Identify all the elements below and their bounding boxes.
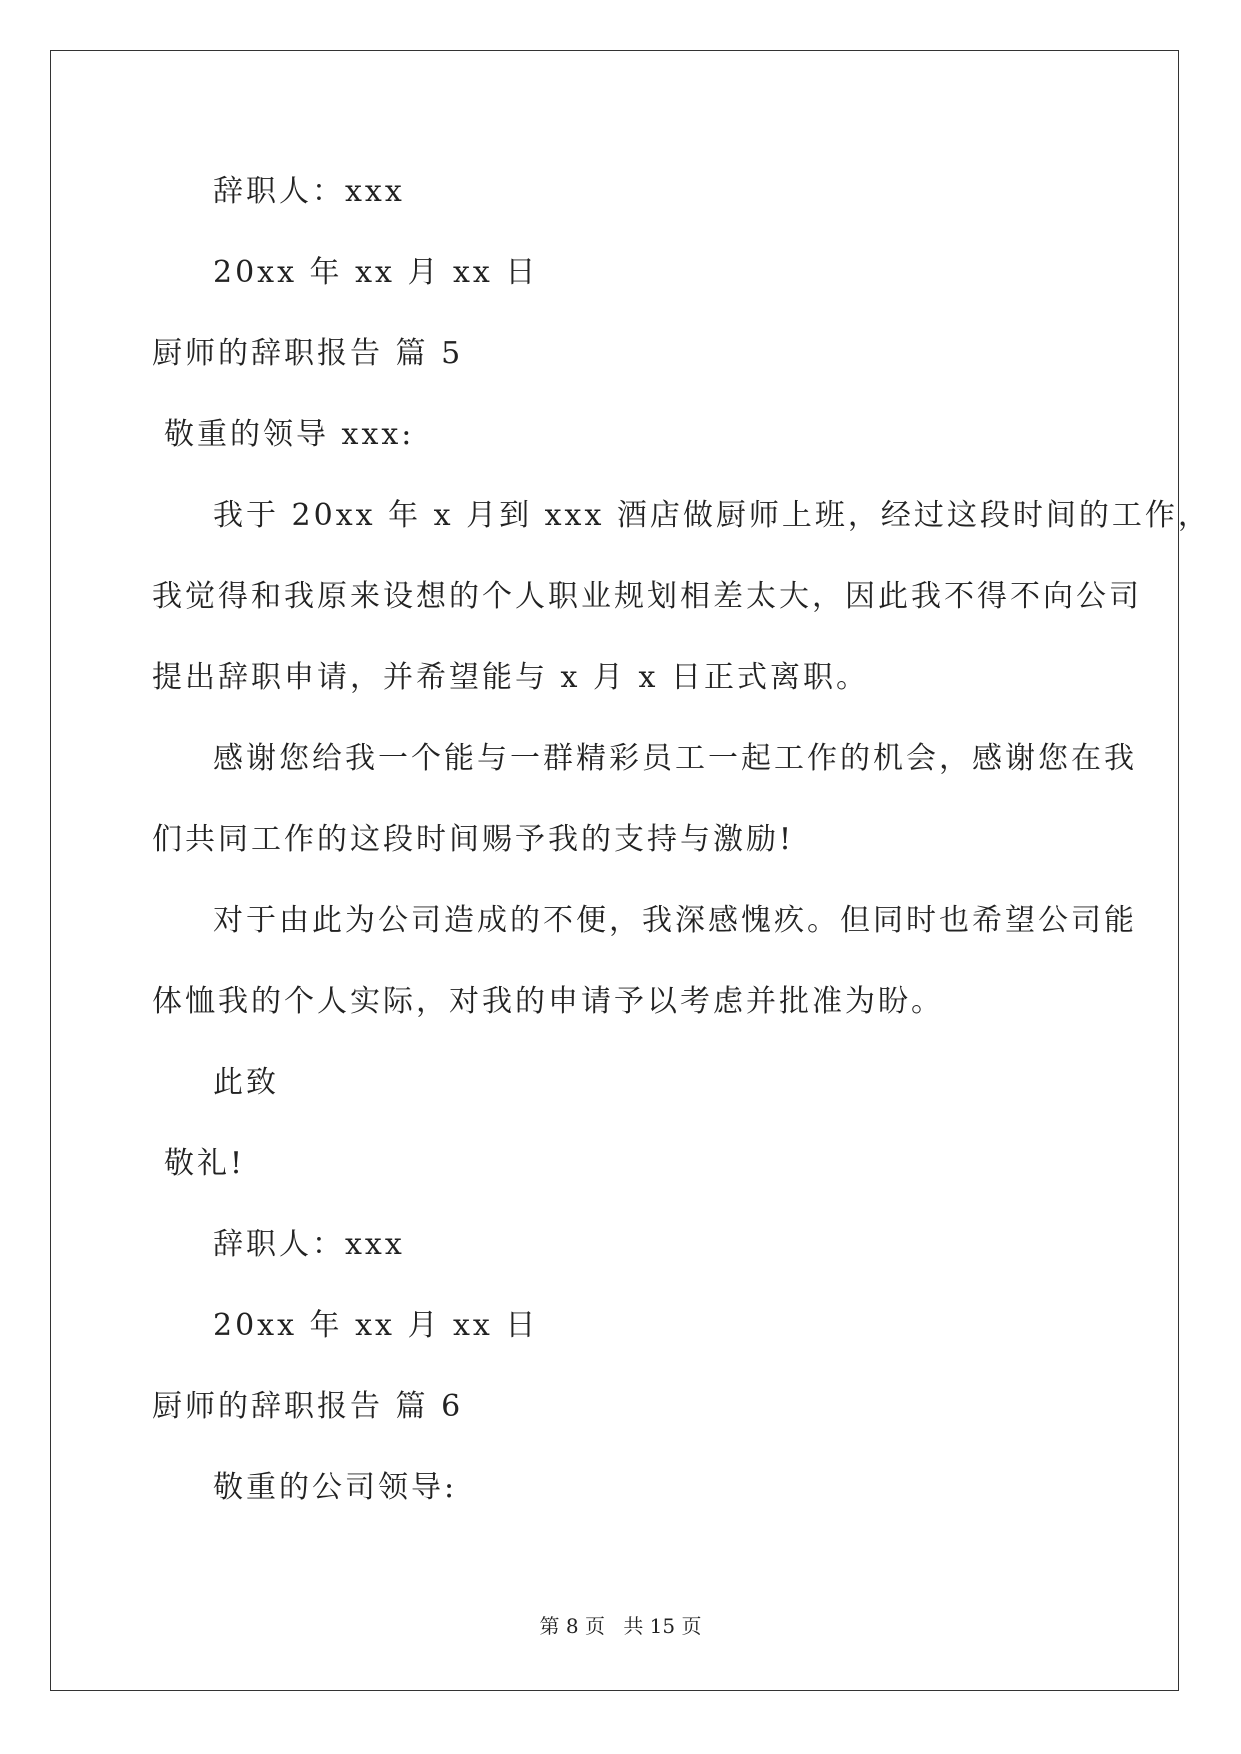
paragraph-line: 体恤我的个人实际，对我的申请予以考虑并批准为盼。	[152, 984, 944, 1019]
section-heading-6: 厨师的辞职报告 篇 6	[152, 1389, 464, 1424]
signature-label: 辞职人：xxx	[213, 174, 405, 209]
page-footer	[0, 1612, 1241, 1640]
date-line: 20xx 年 xx 月 xx 日	[213, 1308, 539, 1343]
paragraph-line: 们共同工作的这段时间赐予我的支持与激励!	[152, 822, 795, 857]
salutation: 敬重的领导 xxx:	[164, 417, 415, 452]
paragraph-line: 提出辞职申请，并希望能与 x 月 x 日正式离职。	[152, 660, 869, 695]
paragraph-line: 对于由此为公司造成的不便，我深感愧疚。但同时也希望公司能	[213, 903, 1137, 938]
signature-label: 辞职人：xxx	[213, 1227, 405, 1262]
closing-line: 此致	[213, 1065, 279, 1100]
paragraph-line: 我于 20xx 年 x 月到 xxx 酒店做厨师上班，经过这段时间的工作，	[213, 498, 1211, 533]
paragraph-line: 感谢您给我一个能与一群精彩员工一起工作的机会，感谢您在我	[213, 741, 1137, 776]
closing-regards: 敬礼!	[164, 1146, 246, 1181]
page-total: 共 15 页	[623, 1614, 702, 1638]
section-heading-5: 厨师的辞职报告 篇 5	[152, 336, 464, 371]
date-line: 20xx 年 xx 月 xx 日	[213, 255, 539, 290]
paragraph-line: 我觉得和我原来设想的个人职业规划相差太大，因此我不得不向公司	[152, 579, 1142, 614]
salutation: 敬重的公司领导:	[213, 1470, 458, 1505]
page-border	[50, 50, 1179, 1691]
page-number: 第 8 页	[539, 1614, 605, 1638]
